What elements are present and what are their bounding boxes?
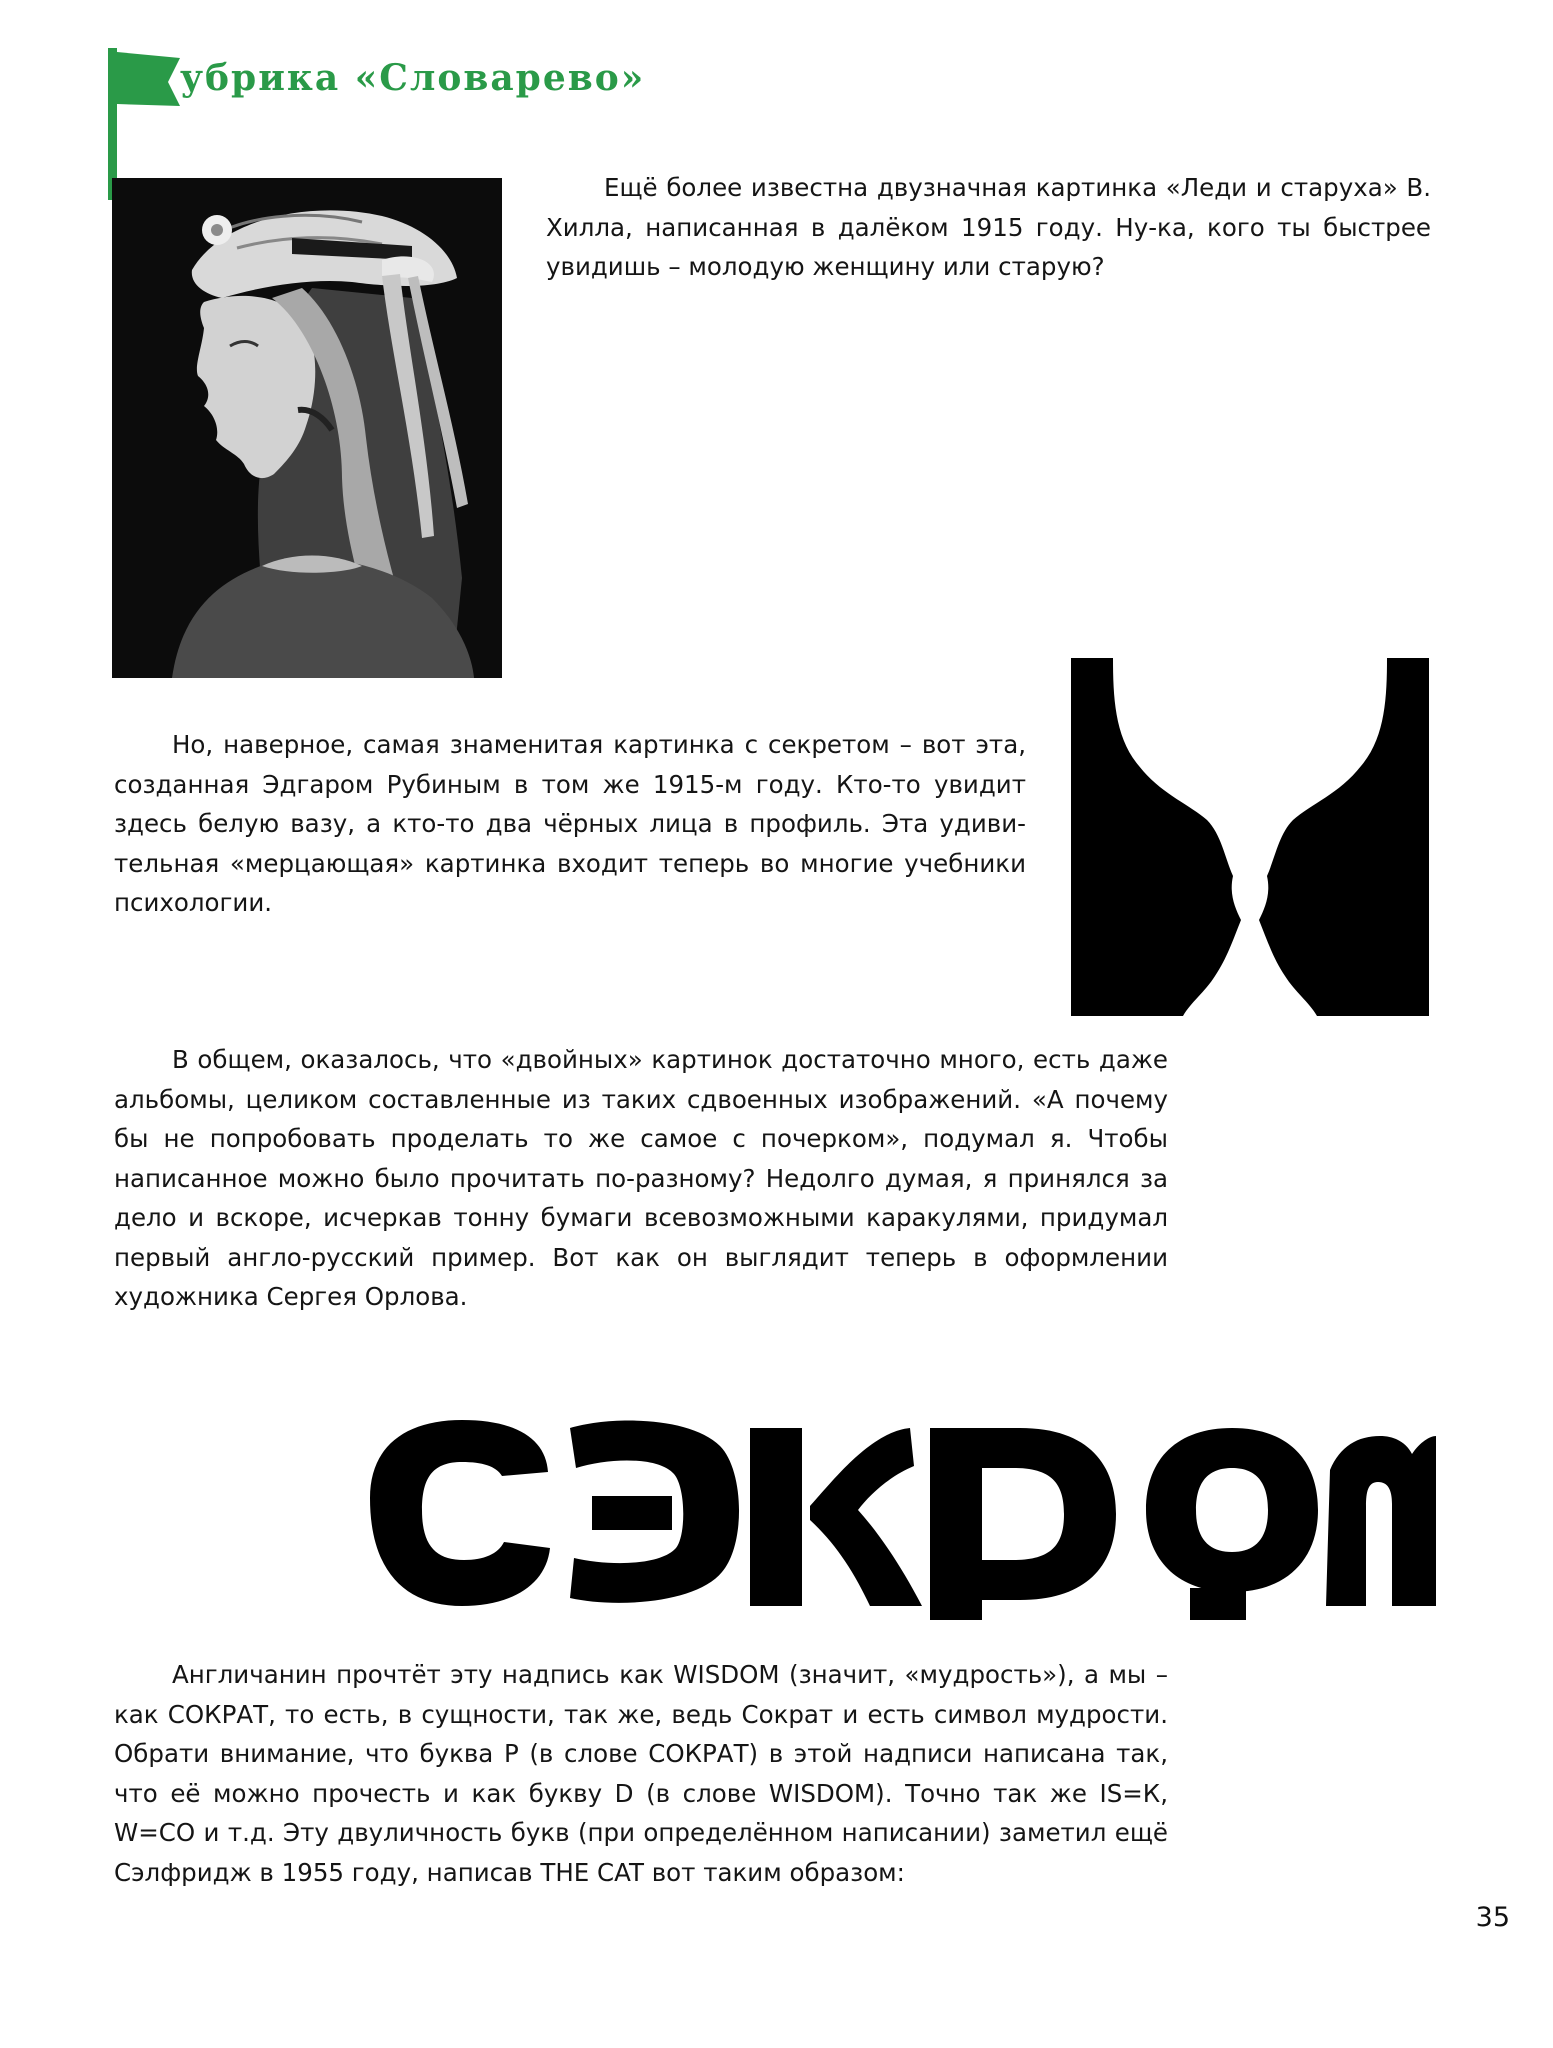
paragraph-double-pictures: В общем, оказалось, что «двойных» картинок достаточно много, есть даже альбомы, целиком составленные из таких сдвоенных изображений. «А почему бы не попробовать проделать то же самое с почерком», подумал я. Чтобы написанное можно было прочитать по-разному? Недолго думая, я принялся за дело и вскоре, исчеркав тонну бумаги всевозможными каракулями, придумал первый англо-русский пример. Вот как он выглядит теперь в оформлении художника Сергея Орлова. <box>114 1045 1168 1311</box>
lady-and-old-woman-illustration <box>112 178 502 678</box>
paragraph-wisdom-explanation: Англичанин прочтёт эту надпись как WISDOM (значит, «мудрость»), а мы – как СОКРАТ, то есть, в сущности, так же, ведь Сократ и есть символ мудрости. Обрати внимание, что буква Р (в слове СОКРАТ) в этой надписи написана так, что её можно прочесть и как букву D (в слове WISDOM). Точно так же IS=К, W=СО и т.д. Эту двуличность букв (при определённом написании) заметил ещё Сэлфридж в 1955 году, написав THE CAT вот таким образом: <box>114 1660 1168 1887</box>
paragraph-lady-and-old-woman: Ещё более известна двузначная картинка «Леди и старуха» В. Хилла, написанная в далёком 1915 году. Ну-ка, кого ты быстрее увидишь – молодую женщину или старую? <box>546 173 1431 281</box>
page-number: 35 <box>1475 1902 1510 1933</box>
rubric-title: убрика «Словарево» <box>180 57 646 99</box>
rubin-vase-illustration <box>1071 658 1429 1016</box>
paragraph-rubin-vase: Но, наверное, самая знаменитая картинка с секретом – вот эта, созданная Эдгаром Рубиным в том же 1915-м году. Кто-то увидит здесь белую вазу, а кто-то два чёрных лица в профиль. Эта удивительная «мерцающая» картинка входит теперь во многие учебники психологии. <box>114 730 1026 917</box>
wisdom-sokrat-ambigram <box>370 1410 1436 1620</box>
